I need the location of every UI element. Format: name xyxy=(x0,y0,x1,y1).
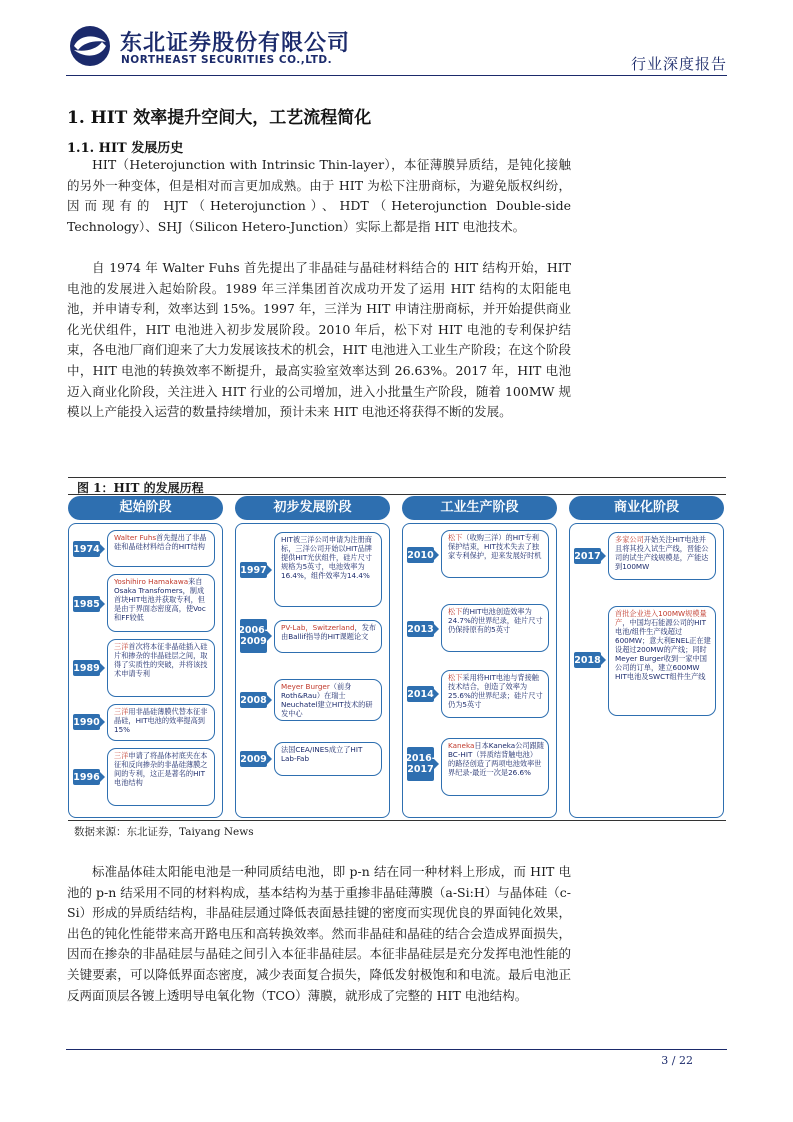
event-text: 的HIT电池创造效率为24.7%的世界纪录，硅片尺寸仍保持原有的5英寸 xyxy=(448,607,543,634)
event-text: 来自Osaka Transfomers，制成首块HIT电池并获取专利，但是由于界面态密度高，使Voc和FF较低 xyxy=(114,577,206,622)
company-logo-icon xyxy=(66,24,114,68)
event-year: 1997 xyxy=(240,562,267,578)
event-highlight: 三洋 xyxy=(114,707,129,716)
event-year: 2017 xyxy=(574,548,601,564)
event-highlight: 松下 xyxy=(448,673,463,682)
event-highlight: 多家公司 xyxy=(615,535,644,544)
stage-body xyxy=(68,523,223,818)
event-box xyxy=(441,738,549,796)
event-highlight: 松下 xyxy=(448,533,463,542)
figure-bottom-rule xyxy=(68,820,726,821)
event-text: 首次将本征非晶硅插入硅片和掺杂的非晶硅层之间，取得了实质性的突破，并将该技术申请专利 xyxy=(114,642,208,678)
event-text: HIT被三洋公司申请为注册商标，三洋公司开始以HIT品牌提供HIT光伏组件，硅片尺寸规格为5英寸，电池效率为16.4%，组件效率为14.4% xyxy=(281,535,372,580)
event-box xyxy=(608,606,716,716)
company-name-en: NORTHEAST SECURITIES CO.,LTD. xyxy=(121,54,333,66)
event-highlight: Kaneka xyxy=(448,741,475,750)
event-year: 1989 xyxy=(73,660,100,676)
company-name-cn: 东北证券股份有限公司 xyxy=(120,31,351,56)
event-highlight: Meyer Burger xyxy=(281,682,330,691)
event-box xyxy=(107,748,215,806)
event-text: 采用将HIT电池与背接触技术结合，创造了效率为25.6%的世界纪录；硅片尺寸仍为5英寸 xyxy=(448,673,543,709)
figure-title-rule xyxy=(68,494,726,495)
event-text: 日本Kaneka公司跟随BC-HIT（异质结背触电池）的路径创造了两项电池效率世界纪录-最近一次是26.6% xyxy=(448,741,544,777)
stage-column-commercial xyxy=(569,496,724,818)
event-year: 1974 xyxy=(73,541,100,557)
event-box xyxy=(274,742,382,776)
stage-column-start xyxy=(68,496,223,818)
event-year: 2013 xyxy=(407,621,434,637)
event-year: 1985 xyxy=(73,596,100,612)
section-heading: 1. HIT 效率提升空间大，工艺流程简化 xyxy=(67,108,372,128)
event-text: ，中国均石能源公司的HIT电池/组件生产线超过600MW；意大利ENEL正在建设超过200MW的产线；同时Meyer Burger收到一家中国公司的订单，建立600MW HIT电池及SWCT组件生产线 xyxy=(615,618,711,681)
stage-body xyxy=(569,523,724,818)
report-type: 行业深度报告 xyxy=(630,55,727,73)
stage-label: 初步发展阶段 xyxy=(235,496,390,520)
event-highlight: Yoshihiro Hamakawa xyxy=(114,577,189,586)
event-highlight: Walter Fuhs xyxy=(114,533,157,542)
event-year: 1990 xyxy=(73,714,100,730)
event-year: 2006-2009 xyxy=(240,619,267,653)
figure-source: 数据来源：东北证券，Taiyang News xyxy=(74,826,254,838)
event-year: 1996 xyxy=(73,769,100,785)
figure-title: 图 1：HIT 的发展历程 xyxy=(77,481,204,495)
stage-body xyxy=(235,523,390,818)
stage-column-industrial xyxy=(402,496,557,818)
stage-label: 起始阶段 xyxy=(68,496,223,520)
event-year: 2018 xyxy=(574,652,601,668)
event-text: 首先提出了非晶硅和晶硅材料结合的HIT结构 xyxy=(114,533,207,551)
event-box xyxy=(274,532,382,607)
event-box xyxy=(441,530,549,578)
event-box xyxy=(107,704,215,741)
header-divider xyxy=(66,75,727,76)
event-text: ，发布由Ballif指导的HIT课题论文 xyxy=(281,623,377,641)
paragraph-intro: HIT（Heterojunction with Intrinsic Thin-layer），本征薄膜异质结，是钝化接触的另外一种变体，但是相对而言更加成熟。由于 HIT 为松下注册商标，为避免版权纠纷，因而现有的 HJT（Heterojunction）、HDT（Heterojunction Double-side Technology）、SHJ（Silicon Hetero-Junction）实际上都是指 HIT 电池技术。 xyxy=(67,157,571,234)
stage-column-initial xyxy=(235,496,390,818)
event-box xyxy=(441,670,549,718)
event-highlight: 三洋 xyxy=(114,751,129,760)
page-number: 3 / 22 xyxy=(661,1054,693,1067)
event-year: 2009 xyxy=(240,751,267,767)
paragraph-structure: 标准晶体硅太阳能电池是一种同质结电池，即 p-n 结在同一种材料上形成，而 HIT 电池的 p-n 结采用不同的材料构成，基本结构为基于重掺非晶硅薄膜（a-Si:H）与晶体硅（c-Si）形成的异质结结构，非晶硅层通过降低表面悬挂键的密度而实现优良的界面钝化效果，出色的钝化性能带来高开路电压和高转换效率。然而非晶硅和晶硅的结合会造成界面损失，因而在掺杂的非晶硅层与晶硅之间引入本征非晶硅层。本征非晶硅层是充分发挥电池性能的关键要素，可以降低界面态密度，减少表面复合损失，降低发射极饱和和电流。最后电池正反两面顶层各镀上透明导电氧化物（TCO）薄膜，就形成了完整的 HIT 电池结构。 xyxy=(67,864,571,1003)
stage-body xyxy=(402,523,557,818)
event-text: 申请了将晶体衬底夹在本征和反向掺杂的非晶硅薄膜之间的专利，这正是著名的HIT电池结构 xyxy=(114,751,208,787)
stage-label: 工业生产阶段 xyxy=(402,496,557,520)
event-text: 开始关注HIT电池并且将其投入试生产线，晋能公司的试生产线规模是，产能达到100MW xyxy=(615,535,709,571)
event-text: （收购三洋）的HIT专利保护结束，HIT技术失去了独家专利保护，迎来发展好时机 xyxy=(448,533,542,560)
event-highlight: 首批企业进入100MW规模量产 xyxy=(615,609,707,627)
footer-divider xyxy=(66,1049,727,1050)
paragraph-history: 自 1974 年 Walter Fuhs 首先提出了非晶硅与晶硅材料结合的 HIT 结构开始，HIT 电池的发展进入起始阶段。1989 年三洋集团首次成功开发了运用 HIT 结构的太阳能电池，并申请专利，效率达到 15%。1997 年，三洋为 HIT 申请注册商标，并开始提供商业化光伏组件，HIT 电池进入初步发展阶段。2010 年后，松下对 HIT 电池的专利保护结束，各电池厂商们迎来了大力发展该技术的机会，HIT 电池进入工业生产阶段；在这个阶段中，HIT 电池的转换效率不断提升，最高实验室效率达到 26.63%。2017 年，HIT 电池迈入商业化阶段，关注进入 HIT 行业的公司增加，进入小批量生产阶段，随着 100MW 规模以上产能投入运营的数量持续增加，预计未来 HIT 电池还将获得不断的发展。 xyxy=(67,260,571,420)
event-year: 2008 xyxy=(240,692,267,708)
event-box xyxy=(107,530,215,567)
event-highlight: 三洋 xyxy=(114,642,129,651)
company-logo xyxy=(66,24,366,70)
event-box xyxy=(608,532,716,580)
event-box xyxy=(441,604,549,652)
event-box xyxy=(107,639,215,697)
event-year: 2014 xyxy=(407,686,434,702)
event-year: 2016-2017 xyxy=(407,747,434,781)
event-box xyxy=(107,574,215,632)
figure-top-rule xyxy=(68,477,726,478)
event-text: 法国CEA/INES成立了HIT Lab-Fab xyxy=(281,745,363,763)
stage-label: 商业化阶段 xyxy=(569,496,724,520)
event-text: （前身Roth&Rau）在瑞士Neuchatel建立HIT技术的研发中心 xyxy=(281,682,373,718)
event-year: 2010 xyxy=(407,547,434,563)
event-highlight: PV-Lab，Switzerland xyxy=(281,623,355,632)
event-box xyxy=(274,679,382,721)
event-box xyxy=(274,620,382,653)
event-highlight: 松下 xyxy=(448,607,463,616)
event-text: 用非晶硅薄膜代替本征非晶硅，HIT电池的效率提高到15% xyxy=(114,707,208,734)
subsection-heading: 1.1. HIT 发展历史 xyxy=(67,141,184,156)
